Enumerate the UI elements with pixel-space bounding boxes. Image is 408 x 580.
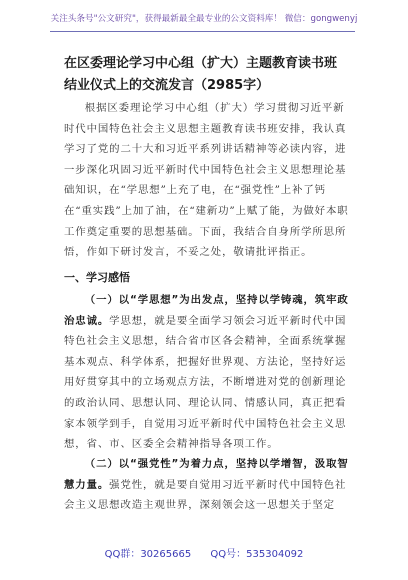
section-heading: 一、学习感悟 xyxy=(64,271,130,284)
point-2-paragraph xyxy=(64,454,350,516)
footer-contact: QQ群：30265665 QQ号：535304092 xyxy=(104,549,304,560)
point-2-lead: （二）以“强党性”为着力点，坚持以学增智，汲取智慧力量。 xyxy=(64,458,349,491)
point-1-paragraph xyxy=(64,290,350,455)
intro-paragraph xyxy=(64,98,350,263)
point-1-lead: （一）以“学思想”为出发点，坚持以学铸魂，筑牢政治忠诚。 xyxy=(64,294,349,327)
point-2-body: 强党性，就是要自觉用习近平新时代中国特色社会主义思想改造主观世界，深刻领会这一思想关于坚定 xyxy=(64,478,347,512)
intro-text: 根据区委理论学习中心组（扩大）学习贯彻习近平新时代中国特色社会主义思想主题教育读书班安排，我认真学习了党的二十大和习近平系列讲话精神等必读内容，进一步深化巩固习近平新时代中国特色社会主义思想理论基础知识，在“学思想”上充了电，在“强党性”上补了钙在“重实践”上加了油，在“建新功”上赋了能，为做好本职工作奠定重要的思想基础。下面，我结合自身所学所思所悟，作如下研讨发言，不妥之处，敬请批评指正。 xyxy=(64,102,349,259)
point-1-body: 学思想，就是要全面学习领会习近平新时代中国特色社会主义思想，结合省市区各会精神，全面系统掌握基本观点、科学体系，把握好世界观、方法论，坚持好运用好贯穿其中的立场观点方法，不断增进对党的创新理论的政治认同、思想认同、理论认同、情感认同，真正把看家本领学到手，自觉用习近平新时代中国特色社会主义思想，省、市、区委全会精神指导各项工作。 xyxy=(64,314,347,451)
document-title: 在区委理论学习中心组（扩大）主题教育读书班结业仪式上的交流发言（2985字） xyxy=(64,56,338,93)
header-banner: 关注头条号"公文研究"，获得最新最全最专业的公文资料库！ 微信：gongwenyj xyxy=(50,14,358,24)
header-divider xyxy=(50,31,355,32)
